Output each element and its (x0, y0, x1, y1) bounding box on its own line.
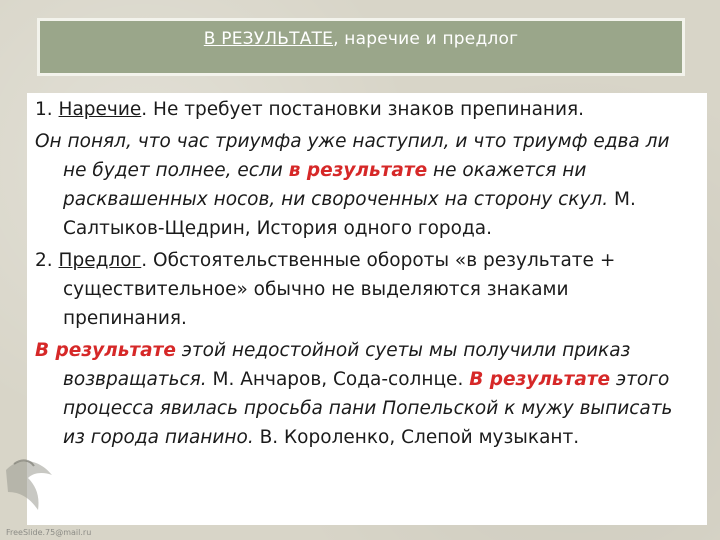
adverb-example-source: М. Салтыков-Щедрин, История одного города. (63, 189, 636, 239)
preposition-term: Предлог (58, 250, 142, 271)
adverb-number: 1. (35, 99, 59, 120)
title-box (37, 18, 685, 76)
adverb-rule-text: . Не требует постановки знаков препинания. (141, 99, 585, 120)
preposition-examples (35, 336, 697, 452)
preposition-example1-source: М. Анчаров, Сода-солнце. (206, 369, 470, 390)
preposition-example2-text: этого процесса явилась просьба пани Попельской к мужу выписать из города пианино. (63, 369, 673, 448)
bird-decoration (0, 400, 60, 540)
title-keyword: В РЕЗУЛЬТАТЕ (203, 29, 334, 49)
title-rest: , наречие и предлог (333, 29, 519, 49)
preposition-example2-source: В. Короленко, Слепой музыкант. (253, 427, 580, 448)
adverb-example-text-a: Он понял, что час триумфа уже наступил, и что триумф едва ли не будет полнее, если (35, 131, 670, 181)
content-panel (27, 93, 707, 525)
slide-title (40, 29, 682, 49)
adverb-example (35, 127, 697, 243)
preposition-example1-highlight: В результате (35, 340, 176, 361)
adverb-example-text-b: не окажется ни расквашенных носов, ни свороченных на сторону скул. (63, 160, 609, 210)
preposition-example1-text: этой недостойной суеты мы получили приказ возвращаться. (63, 340, 631, 390)
adverb-rule (35, 95, 697, 124)
preposition-rule (35, 246, 697, 333)
preposition-example2-highlight: В результате (469, 369, 611, 390)
preposition-rule-text: . Обстоятельственные обороты «в результате + существительное» обычно не выделяются знаками препинания. (63, 250, 616, 329)
adverb-term: Наречие (58, 99, 142, 120)
preposition-number: 2. (35, 250, 59, 271)
adverb-example-highlight: в результате (288, 160, 428, 181)
footer-note: FreeSlide.75@mail.ru (6, 528, 92, 537)
